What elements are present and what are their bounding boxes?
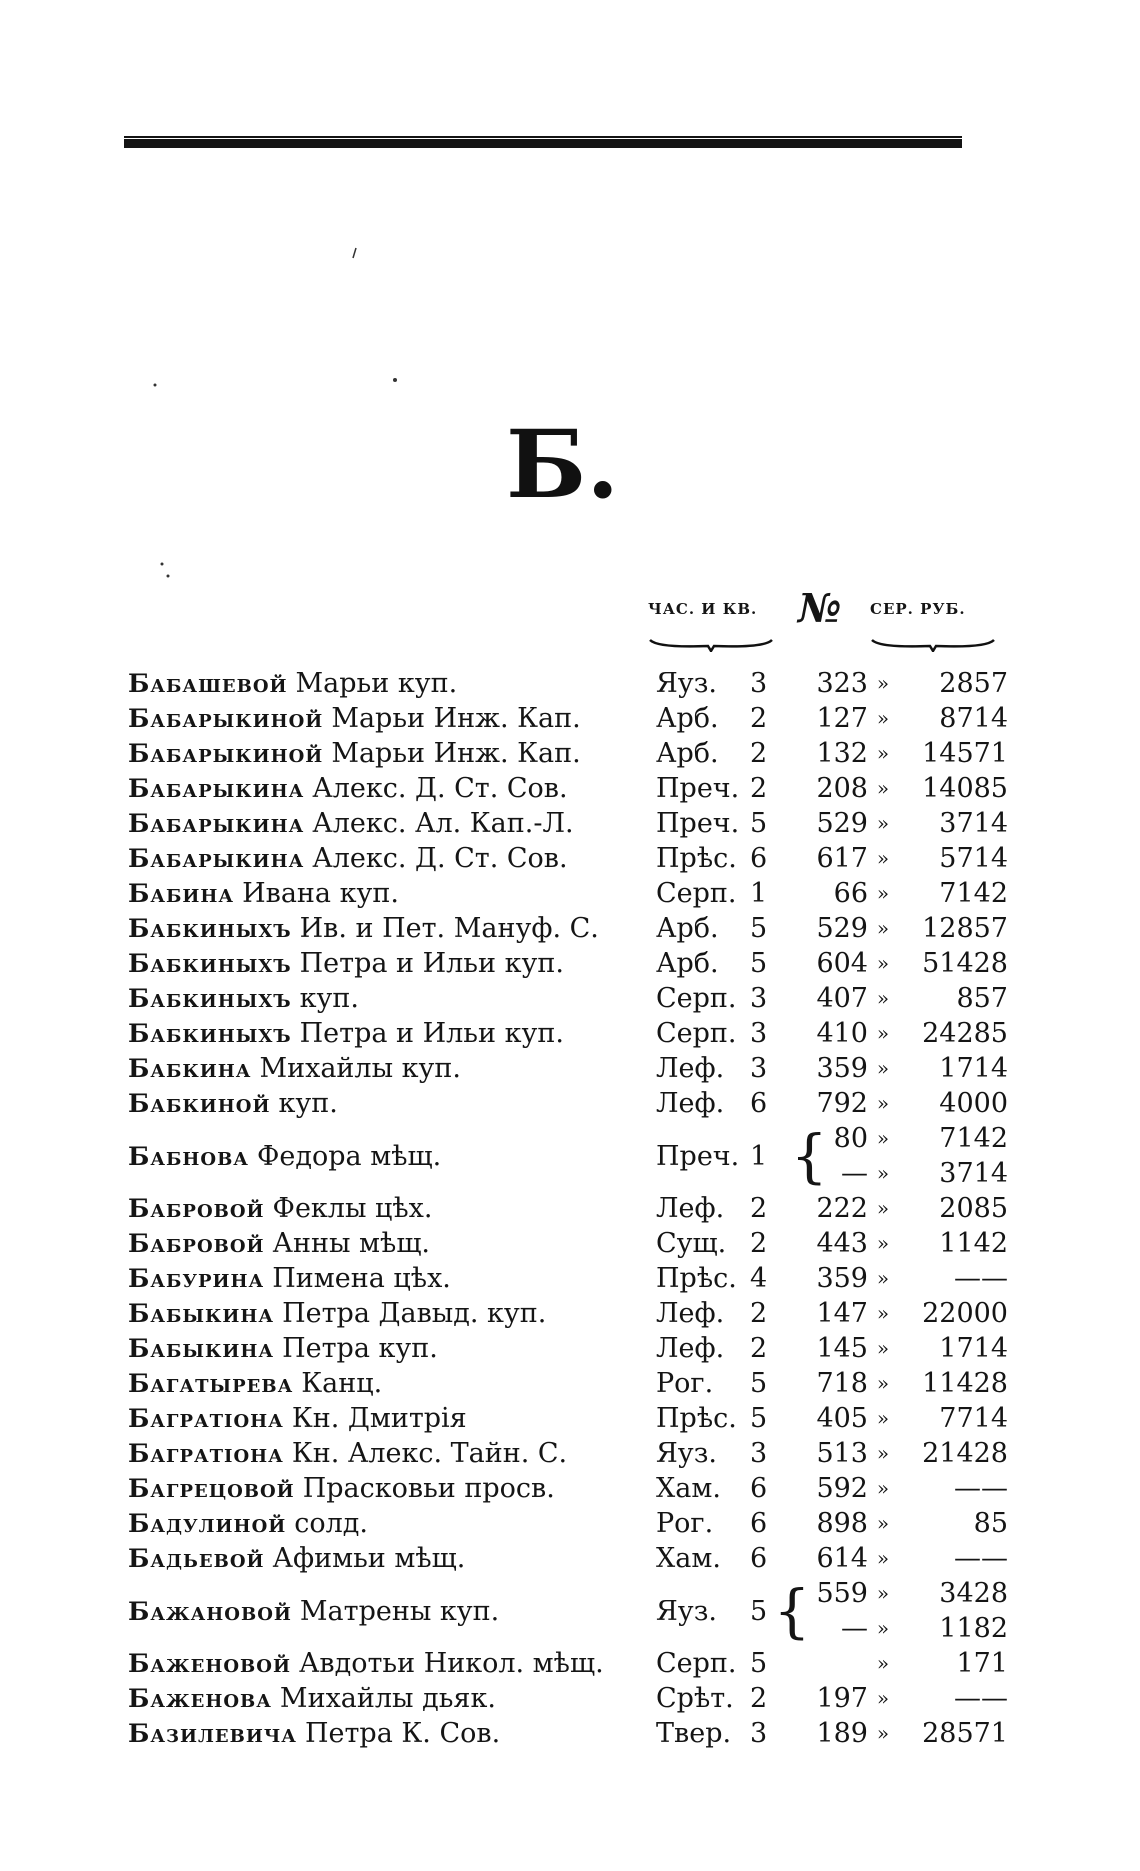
owner-details: Петра куп. (282, 1333, 438, 1364)
table-row (128, 911, 1008, 946)
house-number: 410 (816, 1018, 868, 1049)
quarter-number: 5 (750, 913, 768, 944)
owner-surname: Бабашевой (128, 669, 288, 698)
owner-details: Михайлы куп. (259, 1053, 461, 1084)
value-rubles: 7142 (939, 1123, 1008, 1154)
ditto-mark: » (876, 1266, 890, 1290)
quarter-number: 5 (750, 808, 768, 839)
value-rubles: —— (954, 1263, 1008, 1294)
owner-surname: Бажановой (128, 1596, 292, 1626)
owner-name (128, 771, 656, 806)
value-rubles: —— (954, 1473, 1008, 1504)
owner-surname: Бабурина (128, 1264, 265, 1293)
city-part: Яуз. (656, 1595, 718, 1627)
owner-surname: Бадулиной (128, 1509, 287, 1538)
table-row (128, 946, 1008, 981)
owner-surname: Бабарыкиной (128, 704, 324, 733)
column-header-number: № (798, 585, 842, 632)
owner-name (128, 736, 656, 771)
quarter-number: 6 (750, 843, 768, 874)
owner-surname: Бабарыкина (128, 774, 305, 803)
quarter-number: 3 (750, 983, 768, 1014)
city-part: Преч. (656, 808, 740, 839)
table-row (128, 1366, 1008, 1401)
house-number: 127 (816, 703, 868, 734)
quarter-number: 2 (750, 1298, 768, 1329)
column-header-rubles: СЕР. РУБ. (870, 600, 966, 618)
quarter-number: 3 (750, 1018, 768, 1049)
owner-name (128, 1331, 656, 1366)
quarter-number: 5 (750, 1403, 768, 1434)
owner-name (128, 1681, 656, 1716)
owner-surname: Бабкиныхъ (128, 1019, 292, 1048)
header-brace-rubles (870, 638, 996, 652)
table-row (128, 1716, 1008, 1751)
ditto-mark: » (876, 1511, 890, 1535)
quarter-number: 3 (750, 668, 768, 699)
owner-details: Прасковьи просв. (302, 1473, 555, 1504)
value-rubles: 14571 (922, 738, 1008, 769)
ditto-mark: » (876, 986, 890, 1010)
owner-details: куп. (278, 1088, 338, 1119)
owner-name (128, 946, 656, 981)
city-part: Сущ. (656, 1228, 727, 1259)
table-row (128, 1226, 1008, 1261)
owner-surname: Баженовой (128, 1649, 291, 1678)
owner-name (128, 1436, 656, 1471)
quarter-number: 1 (750, 878, 768, 909)
owner-surname: Багрецовой (128, 1474, 295, 1503)
owner-surname: Бабыкина (128, 1334, 275, 1363)
thick-rule-line (124, 139, 962, 148)
quarter-number: 3 (750, 1438, 768, 1469)
owner-details: Пимена цѣх. (272, 1263, 451, 1294)
ditto-mark: » (876, 1686, 890, 1710)
city-part: Преч. (656, 1140, 740, 1172)
value-rubles: 1182 (939, 1613, 1008, 1644)
thin-rule-line (124, 136, 962, 138)
house-number: 513 (816, 1438, 868, 1469)
city-part: Прѣс. (656, 1263, 737, 1294)
city-part: Хам. (656, 1543, 721, 1574)
house-number: 617 (816, 843, 868, 874)
value-rubles: —— (954, 1543, 1008, 1574)
table-row (128, 1121, 1008, 1191)
owner-name (128, 1594, 656, 1629)
ditto-mark: » (876, 1231, 890, 1255)
owner-name (128, 1716, 656, 1751)
owner-name (128, 1139, 656, 1174)
owner-details: Кн. Дмитрія (291, 1403, 467, 1434)
table-row (128, 701, 1008, 736)
owner-details: Алекс. Д. Ст. Сов. (312, 843, 568, 874)
table-row (128, 1296, 1008, 1331)
city-part: Прѣс. (656, 1403, 737, 1434)
owner-name (128, 981, 656, 1016)
owner-name (128, 911, 656, 946)
city-part: Рог. (656, 1508, 714, 1539)
owner-details: Марьи Инж. Кап. (331, 738, 581, 769)
city-part: Преч. (656, 773, 740, 804)
value-rubles: 3714 (939, 808, 1008, 839)
quarter-number: 5 (750, 948, 768, 979)
value-rubles: 24285 (922, 1018, 1008, 1049)
curly-brace: { (790, 1122, 828, 1190)
city-part: Леф. (656, 1088, 725, 1119)
quarter-number: 2 (750, 773, 768, 804)
ditto-mark: » (876, 916, 890, 940)
header-rule (124, 136, 962, 152)
value-rubles: 3428 (939, 1578, 1008, 1609)
table-row (128, 736, 1008, 771)
house-number-group (774, 1121, 868, 1191)
owner-details: куп. (299, 983, 359, 1014)
table-row (128, 1471, 1008, 1506)
owner-surname: Бабыкина (128, 1299, 275, 1328)
owner-details: Алекс. Ал. Кап.-Л. (312, 808, 574, 839)
owner-details: Михайлы дьяк. (279, 1683, 496, 1714)
owner-surname: Багатырева (128, 1369, 294, 1398)
owner-details: Канц. (301, 1368, 383, 1399)
ditto-mark: » (876, 1406, 890, 1430)
house-number: 614 (816, 1543, 868, 1574)
ditto-mark: » (876, 1371, 890, 1395)
ditto-mark: » (876, 1336, 890, 1360)
city-part: Арб. (656, 948, 719, 979)
owner-name (128, 1191, 656, 1226)
value-rubles: —— (954, 1683, 1008, 1714)
table-row (128, 1576, 1008, 1646)
quarter-number: 5 (750, 1648, 768, 1679)
owner-details: Авдотьи Никол. мѣщ. (298, 1648, 604, 1679)
quarter-number: 6 (750, 1508, 768, 1539)
city-part: Прѣс. (656, 843, 737, 874)
owner-name (128, 1051, 656, 1086)
value-rubles: 28571 (922, 1718, 1008, 1749)
city-part: Арб. (656, 703, 719, 734)
table-row (128, 771, 1008, 806)
value-rubles: 1714 (939, 1333, 1008, 1364)
quarter-number: 5 (750, 1368, 768, 1399)
house-number: 66 (833, 878, 868, 909)
table-row (128, 1646, 1008, 1681)
ditto-mark: » (876, 1581, 890, 1605)
city-part: Яуз. (656, 668, 718, 699)
owner-name (128, 841, 656, 876)
quarter-number: 2 (750, 738, 768, 769)
house-number: 80 (833, 1123, 868, 1154)
quarter-number: 1 (750, 1140, 768, 1172)
owner-name (128, 1471, 656, 1506)
owner-name (128, 1226, 656, 1261)
ditto-mark: » (876, 1476, 890, 1500)
owner-details: Алекс. Д. Ст. Сов. (312, 773, 568, 804)
owner-name (128, 1086, 656, 1121)
owner-details: Петра и Ильи куп. (299, 948, 564, 979)
table-row (128, 1191, 1008, 1226)
owner-details: Ивана куп. (242, 878, 399, 909)
quarter-number: 2 (750, 1228, 768, 1259)
owner-name (128, 806, 656, 841)
value-rubles: 11428 (922, 1368, 1008, 1399)
quarter-number: 6 (750, 1473, 768, 1504)
ditto-mark: » (876, 1091, 890, 1115)
owner-name (128, 1646, 656, 1681)
value-rubles: 5714 (939, 843, 1008, 874)
owner-details: солд. (294, 1508, 369, 1539)
house-number: 208 (816, 773, 868, 804)
owner-name (128, 1016, 656, 1051)
value-rubles: 85 (973, 1508, 1008, 1539)
value-rubles: 21428 (922, 1438, 1008, 1469)
ditto-mark: » (876, 1546, 890, 1570)
owner-name (128, 1541, 656, 1576)
table-row (128, 1681, 1008, 1716)
owner-surname: Бабарыкиной (128, 739, 324, 768)
house-number: 323 (816, 668, 868, 699)
ditto-mark: » (876, 1161, 890, 1185)
value-rubles: 8714 (939, 703, 1008, 734)
value-rubles: 7142 (939, 878, 1008, 909)
house-number: 407 (816, 983, 868, 1014)
owner-name (128, 1261, 656, 1296)
table-row (128, 1261, 1008, 1296)
value-rubles: 7714 (939, 1403, 1008, 1434)
house-number: 145 (816, 1333, 868, 1364)
owner-surname: Бабина (128, 879, 235, 908)
quarter-number: 2 (750, 1193, 768, 1224)
ditto-mark: » (876, 1616, 890, 1640)
value-rubles: 3714 (939, 1158, 1008, 1189)
city-part: Серп. (656, 878, 737, 909)
value-rubles: 171 (956, 1648, 1008, 1679)
house-number: 718 (816, 1368, 868, 1399)
table-row (128, 1331, 1008, 1366)
table-row (128, 1506, 1008, 1541)
house-number: — (841, 1613, 868, 1644)
curly-brace: { (773, 1577, 811, 1645)
ditto-mark: » (876, 1301, 890, 1325)
quarter-number: 6 (750, 1543, 768, 1574)
city-part: Яуз. (656, 1438, 718, 1469)
table-row (128, 1086, 1008, 1121)
table-row (128, 1541, 1008, 1576)
owner-details: Афимьи мѣщ. (272, 1543, 466, 1574)
ditto-mark: » (876, 1196, 890, 1220)
owner-details: Петра К. Сов. (304, 1718, 501, 1749)
ditto-mark: » (876, 706, 890, 730)
owner-name (128, 666, 656, 701)
owner-name (128, 1506, 656, 1541)
owner-details: Кн. Алекс. Тайн. С. (291, 1438, 568, 1469)
house-number: 792 (816, 1088, 868, 1119)
owner-details: Ив. и Пет. Мануф. С. (299, 913, 599, 944)
value-rubles: 4000 (939, 1088, 1008, 1119)
ditto-mark: » (876, 1651, 890, 1675)
city-part: Хам. (656, 1473, 721, 1504)
ditto-mark: » (876, 1126, 890, 1150)
value-rubles: 857 (956, 983, 1008, 1014)
quarter-number: 3 (750, 1718, 768, 1749)
ditto-mark: » (876, 811, 890, 835)
house-number-group (774, 1576, 868, 1646)
owner-surname: Бабкина (128, 1054, 252, 1083)
value-rubles: 2857 (939, 668, 1008, 699)
house-number: 189 (816, 1718, 868, 1749)
owner-name (128, 1296, 656, 1331)
owner-surname: Багратіона (128, 1404, 284, 1433)
owner-surname: Бабровой (128, 1229, 265, 1258)
table-row (128, 981, 1008, 1016)
quarter-number: 2 (750, 1683, 768, 1714)
owner-surname: Базилевича (128, 1719, 297, 1748)
table-row (128, 1401, 1008, 1436)
house-number: 147 (816, 1298, 868, 1329)
house-number: 197 (816, 1683, 868, 1714)
owner-surname: Бабкиныхъ (128, 914, 292, 943)
table-row (128, 1436, 1008, 1471)
value-rubles: 14085 (922, 773, 1008, 804)
ditto-mark: » (876, 846, 890, 870)
value-rubles: 12857 (922, 913, 1008, 944)
house-number: 359 (816, 1053, 868, 1084)
house-number: 559 (816, 1578, 868, 1609)
quarter-number: 6 (750, 1088, 768, 1119)
city-part: Леф. (656, 1298, 725, 1329)
quarter-number: 2 (750, 1333, 768, 1364)
column-header-part-quarter: ЧАС. И КВ. (648, 600, 758, 618)
owner-surname: Багратіона (128, 1439, 284, 1468)
house-number: 359 (816, 1263, 868, 1294)
owner-surname: Бадьевой (128, 1544, 265, 1573)
table-row (128, 1016, 1008, 1051)
city-part: Арб. (656, 913, 719, 944)
owner-details: Феклы цѣх. (272, 1193, 433, 1224)
house-number: 529 (816, 913, 868, 944)
house-number: 529 (816, 808, 868, 839)
owner-surname: Бабарыкина (128, 844, 305, 873)
value-rubles: 22000 (922, 1298, 1008, 1329)
owner-details: Петра и Ильи куп. (299, 1018, 564, 1049)
city-part: Рог. (656, 1368, 714, 1399)
quarter-number: 4 (750, 1263, 768, 1294)
city-part: Серп. (656, 983, 737, 1014)
ditto-mark: » (876, 1056, 890, 1080)
owner-surname: Баженова (128, 1684, 272, 1713)
owner-details: Марьи куп. (295, 668, 458, 699)
owner-surname: Бабровой (128, 1194, 265, 1223)
owner-name (128, 1366, 656, 1401)
owner-name (128, 1401, 656, 1436)
owner-details: Анны мѣщ. (272, 1228, 431, 1259)
owner-name (128, 701, 656, 736)
owner-surname: Бабарыкина (128, 809, 305, 838)
house-number: 898 (816, 1508, 868, 1539)
ditto-mark: » (876, 776, 890, 800)
city-part: Арб. (656, 738, 719, 769)
table-row (128, 876, 1008, 911)
city-part: Срѣт. (656, 1683, 734, 1714)
city-part: Серп. (656, 1648, 737, 1679)
house-number: — (841, 1158, 868, 1189)
city-part: Серп. (656, 1018, 737, 1049)
section-letter: Б. (506, 410, 620, 520)
directory-table (128, 666, 1008, 1751)
owner-surname: Бабкиной (128, 1089, 271, 1118)
table-row (128, 666, 1008, 701)
house-number: 592 (816, 1473, 868, 1504)
table-row (128, 1051, 1008, 1086)
header-brace-part (648, 638, 774, 652)
quarter-number: 5 (750, 1595, 768, 1627)
value-rubles: 51428 (922, 948, 1008, 979)
house-number: 405 (816, 1403, 868, 1434)
city-part: Леф. (656, 1333, 725, 1364)
house-number: 222 (816, 1193, 868, 1224)
quarter-number: 3 (750, 1053, 768, 1084)
owner-details: Федора мѣщ. (256, 1140, 442, 1172)
value-rubles: 2085 (939, 1193, 1008, 1224)
owner-details: Матрены куп. (299, 1595, 500, 1627)
table-row (128, 806, 1008, 841)
city-part: Леф. (656, 1053, 725, 1084)
ditto-mark: » (876, 881, 890, 905)
ditto-mark: » (876, 951, 890, 975)
ditto-mark: » (876, 1021, 890, 1045)
owner-details: Марьи Инж. Кап. (331, 703, 581, 734)
owner-surname: Бабкиныхъ (128, 984, 292, 1013)
ditto-mark: » (876, 1721, 890, 1745)
ditto-mark: » (876, 1441, 890, 1465)
value-rubles: 1714 (939, 1053, 1008, 1084)
value-rubles: 1142 (939, 1228, 1008, 1259)
house-number: 132 (816, 738, 868, 769)
city-part: Твер. (656, 1718, 732, 1749)
quarter-number: 2 (750, 703, 768, 734)
ditto-mark: » (876, 741, 890, 765)
table-row (128, 841, 1008, 876)
owner-name (128, 876, 656, 911)
house-number: 443 (816, 1228, 868, 1259)
city-part: Леф. (656, 1193, 725, 1224)
owner-details: Петра Давыд. куп. (282, 1298, 547, 1329)
house-number: 604 (816, 948, 868, 979)
owner-surname: Бабкиныхъ (128, 949, 292, 978)
ditto-mark: » (876, 671, 890, 695)
owner-surname: Бабнова (128, 1141, 249, 1171)
